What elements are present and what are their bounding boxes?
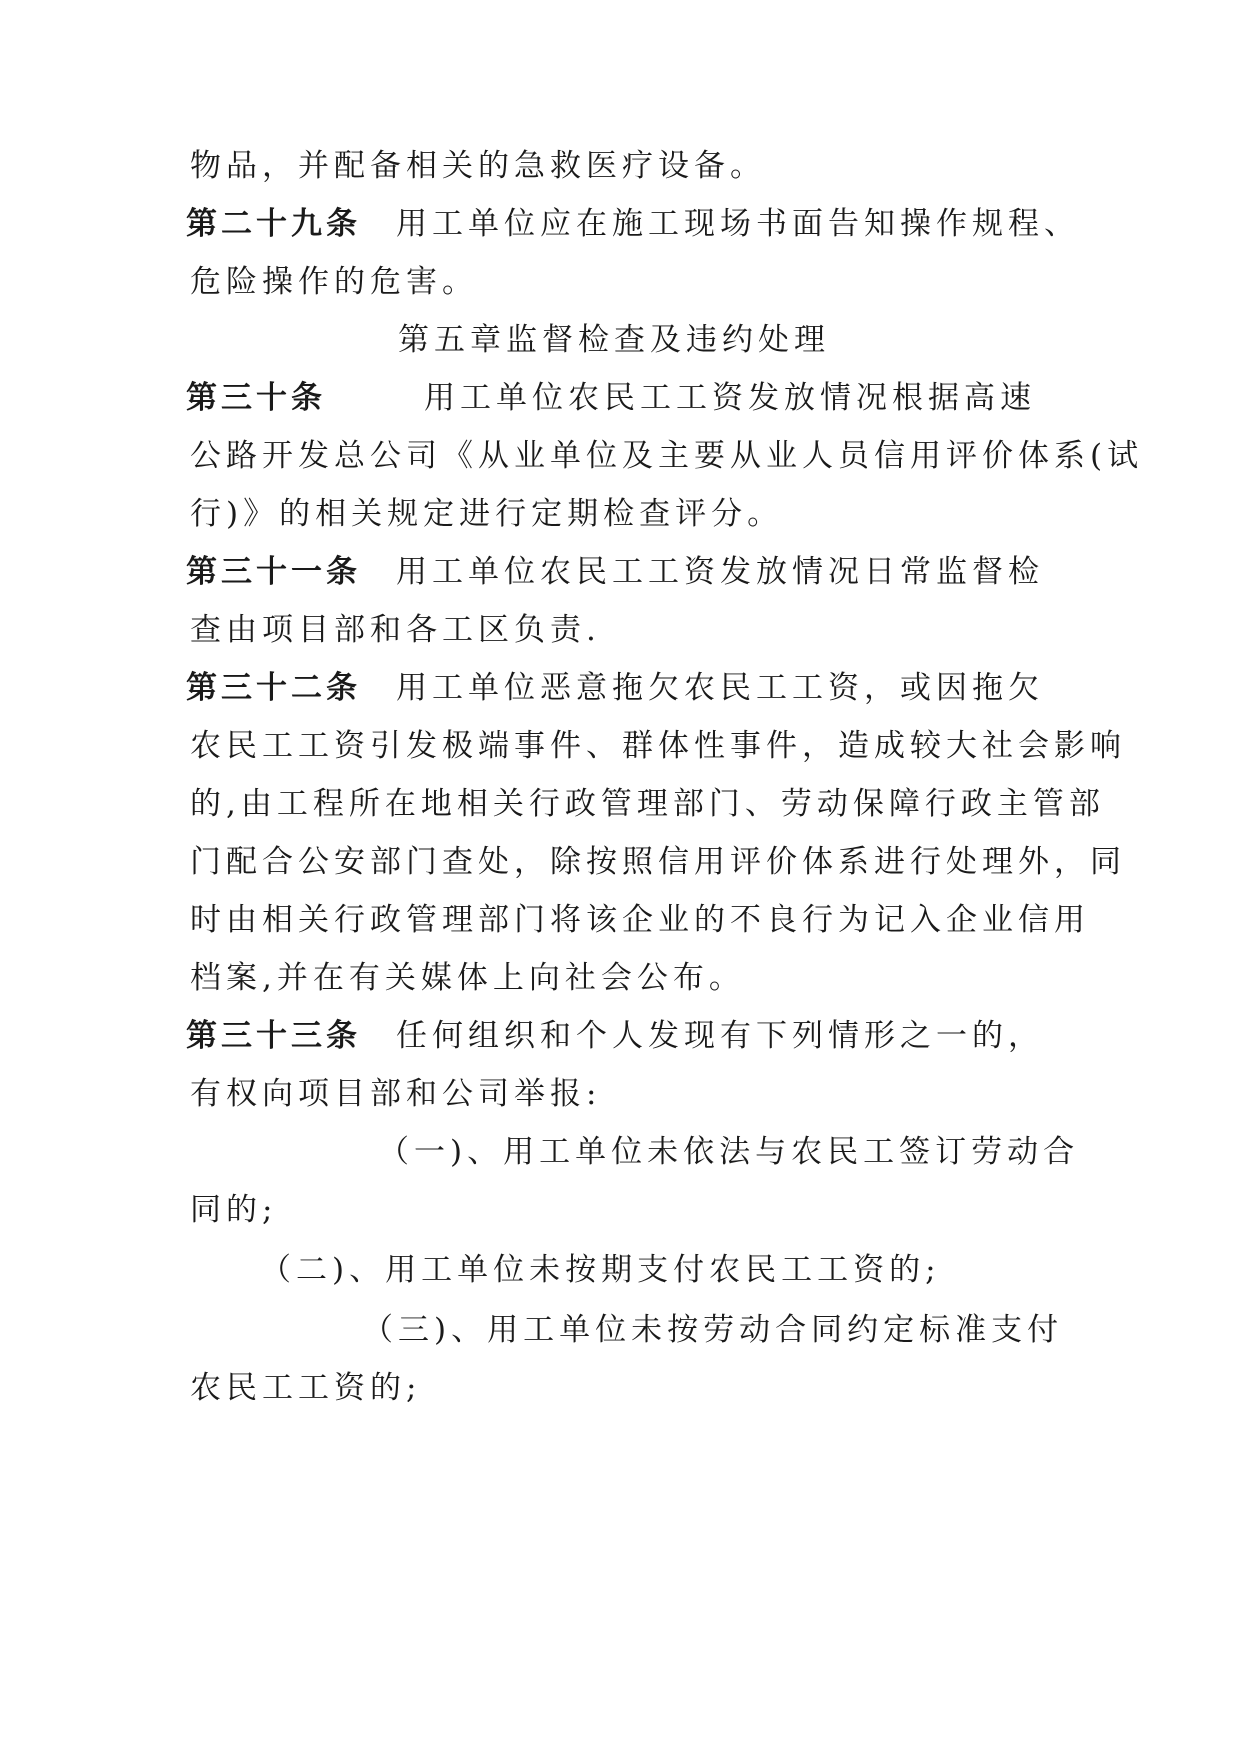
text-line: 行)》的相关规定进行定期检查评分。 bbox=[190, 496, 784, 532]
text-line: 公路开发总公司《从业单位及主要从业人员信用评价体系(试 bbox=[190, 438, 1144, 474]
text-line: 的,由工程所在地相关行政管理部门、劳动保障行政主管部 bbox=[190, 786, 1105, 822]
article-29-heading: 第二十九条 bbox=[186, 206, 361, 242]
list-item-3: （三)、用工单位未按劳动合同约定标准支付 bbox=[362, 1312, 1064, 1348]
article-31-text: 用工单位农民工工资发放情况日常监督检 bbox=[396, 554, 1044, 590]
article-30-heading: 第三十条 bbox=[186, 380, 326, 416]
chapter-number: 第五章 bbox=[398, 322, 506, 358]
text-line: 同的; bbox=[190, 1192, 278, 1228]
article-33-heading: 第三十三条 bbox=[186, 1018, 361, 1054]
text-line: 查由项目部和各工区负责. bbox=[190, 612, 601, 648]
article-29-text: 用工单位应在施工现场书面告知操作规程、 bbox=[396, 206, 1080, 242]
article-30-text: 用工单位农民工工资发放情况根据高速 bbox=[424, 380, 1036, 416]
chapter-title: 监督检查及违约处理 bbox=[506, 322, 830, 358]
list-item-2: （二)、用工单位未按期支付农民工工资的; bbox=[260, 1252, 941, 1288]
article-32-text: 用工单位恶意拖欠农民工工资，或因拖欠 bbox=[396, 670, 1044, 706]
article-31-heading: 第三十一条 bbox=[186, 554, 361, 590]
text-line: 农民工工资的; bbox=[190, 1370, 422, 1406]
text-line: 农民工工资引发极端事件、群体性事件，造成较大社会影响 bbox=[190, 728, 1126, 764]
text-line: 危险操作的危害。 bbox=[190, 264, 478, 300]
text-line: 档案,并在有关媒体上向社会公布。 bbox=[190, 960, 745, 996]
text-line: 门配合公安部门查处，除按照信用评价体系进行处理外，同 bbox=[190, 844, 1126, 880]
list-item-1: （一)、用工单位未依法与农民工签订劳动合 bbox=[378, 1134, 1080, 1170]
article-33-text: 任何组织和个人发现有下列情形之一的， bbox=[396, 1018, 1044, 1054]
text-line: 时由相关行政管理部门将该企业的不良行为记入企业信用 bbox=[190, 902, 1090, 938]
text-line: 有权向项目部和公司举报: bbox=[190, 1076, 602, 1112]
text-line: 物品，并配备相关的急救医疗设备。 bbox=[190, 148, 766, 184]
article-32-heading: 第三十二条 bbox=[186, 670, 361, 706]
